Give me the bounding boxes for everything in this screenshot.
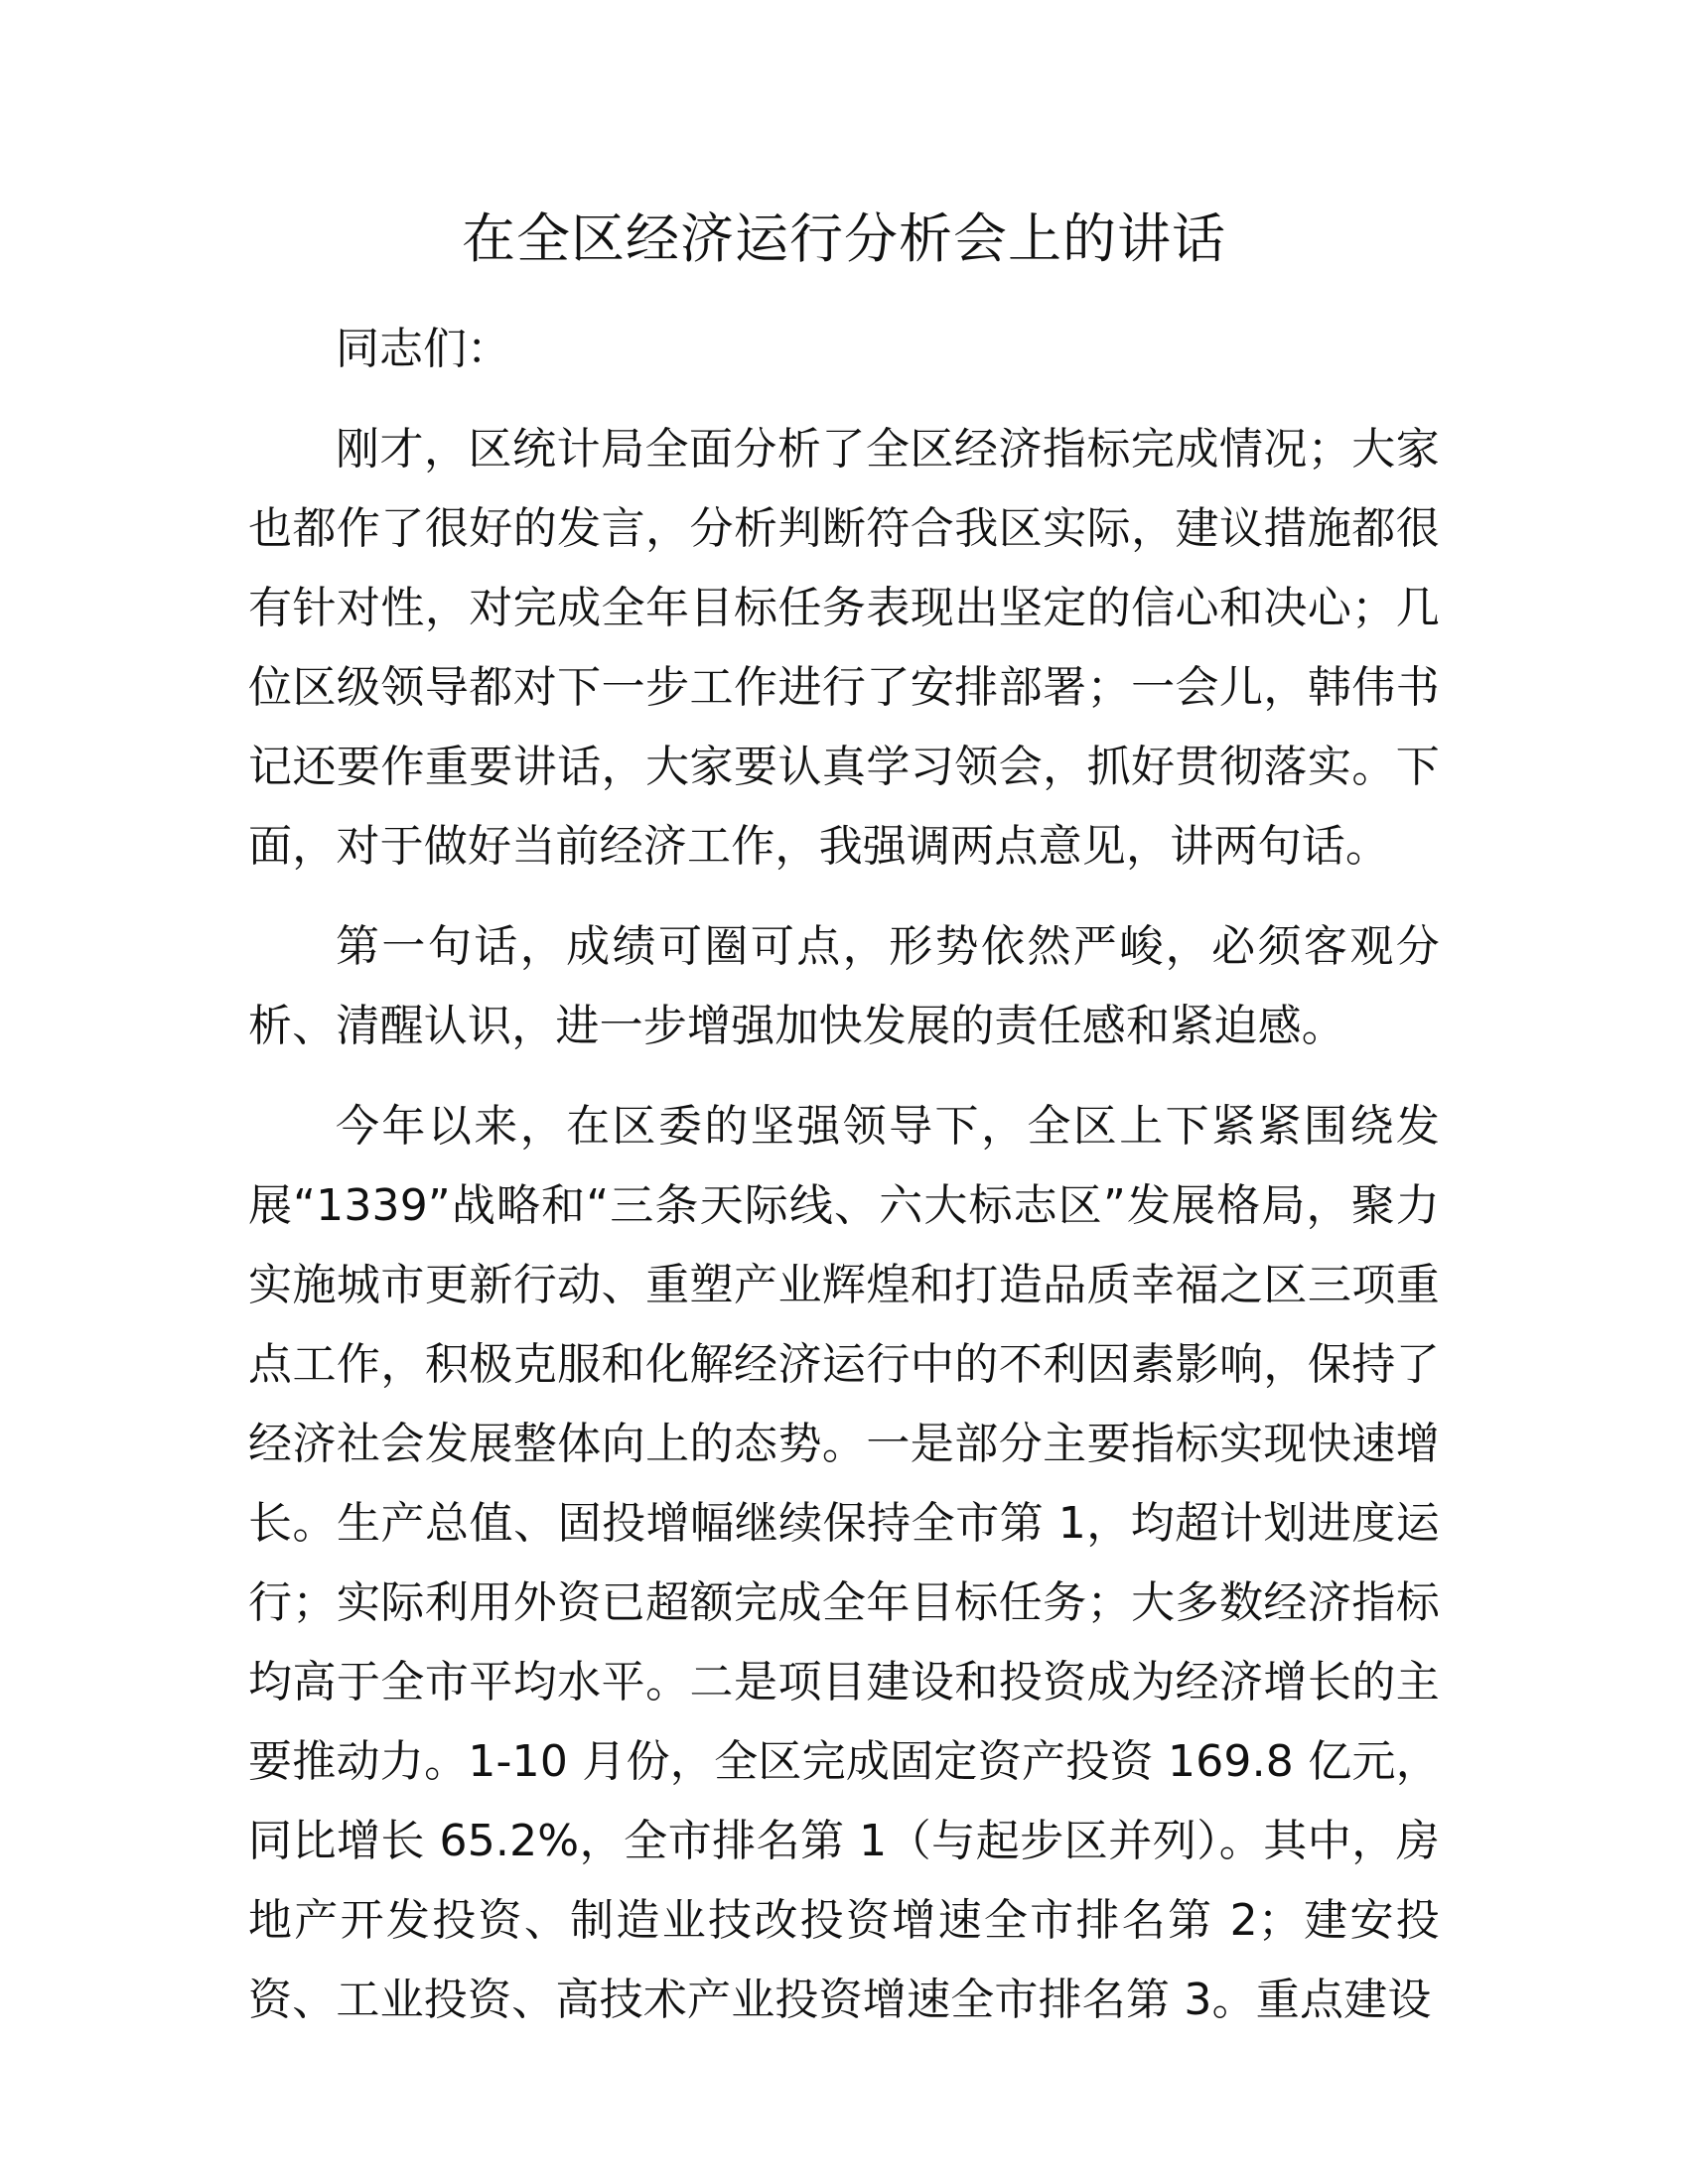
paragraph-opening: 刚才，区统计局全面分析了全区经济指标完成情况；大家也都作了很好的发言，分析判断符合我区实际，建议措施都很有针对性，对完成全年目标任务表现出坚定的信心和决心；几位区级领导都对下一步工作进行了安排部署；一会儿，韩伟书记还要作重要讲话，大家要认真学习领会，抓好贯彻落实。下面，对于做好当前经济工作，我强调两点意见，讲两句话。: [248, 424, 1440, 872]
paragraph-first-point: 第一句话，成绩可圈可点，形势依然严峻，必须客观分析、清醒认识，进一步增强加快发展的责任感和紧迫感。: [248, 921, 1440, 1051]
document-title: 在全区经济运行分析会上的讲话: [462, 207, 1226, 270]
salutation: 同志们：: [336, 324, 510, 374]
document-body: [248, 310, 1440, 2061]
paragraph-achievements: 今年以来，在区委的坚强领导下，全区上下紧紧围绕发展“1339”战略和“三条天际线、六大标志区”发展格局，聚力实施城市更新行动、重塑产业辉煌和打造品质幸福之区三项重点工作，积极克服和化解经济运行中的不利因素影响，保持了经济社会发展整体向上的态势。一是部分主要指标实现快速增长。生产总值、固投增幅继续保持全市第 1，均超计划进度运行；实际利用外资已超额完成全年目标任务；大多数经济指标均高于全市平均水平。二是项目建设和投资成为经济增长的主要推动力。1-10 月份，全区完成固定资产投资 169.8 亿元，同比增长 65.2%，全市排名第 1（与起步区并列）。其中，房地产开发投资、制造业技改投资增速全市排名第 2；建安投资、工业投资、高技术产业投资增速全市排名第 3。重点建设: [248, 1101, 1440, 2025]
